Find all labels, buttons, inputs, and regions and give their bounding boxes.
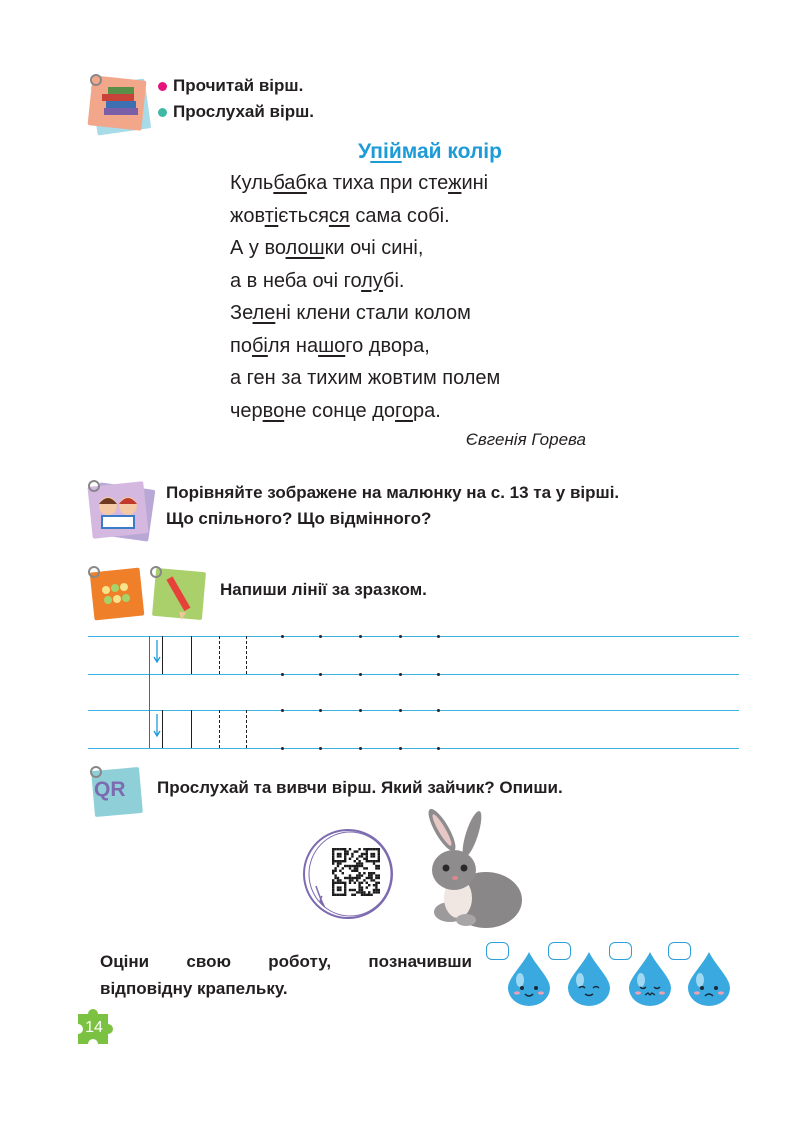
assessment-line1: Оціни свою роботу, позначивши (100, 952, 472, 971)
drop-icon[interactable] (627, 950, 673, 1006)
rabbit-icon (412, 808, 528, 932)
poem-author: Євгенія Горева (465, 430, 586, 449)
poem-line: А у волошки очі сині, (230, 237, 424, 259)
drop-icon[interactable] (506, 950, 552, 1006)
poem-title: Упіймай колір (358, 140, 502, 163)
poem-line: червоне сонце догора. (230, 399, 441, 422)
pencil-icon (148, 564, 210, 624)
poem-line: а ген за тихим жовтим полем (230, 367, 501, 389)
guide-dot (399, 709, 402, 712)
guide-dot (399, 635, 402, 638)
instruction-read: Прочитай вірш. (173, 76, 304, 95)
compare-task-line2: Що спільного? Що відмінного? (166, 509, 432, 528)
guide-dot (281, 747, 284, 750)
guide-dot (359, 709, 362, 712)
guide-dot (319, 747, 322, 750)
guide-dot (359, 673, 362, 676)
guide-dot (399, 673, 402, 676)
drop-icon[interactable] (566, 950, 612, 1006)
guide-dot (281, 709, 284, 712)
guide-dot (281, 635, 284, 638)
guide-dot (359, 747, 362, 750)
poem-line: Кульбабка тиха при стежині (230, 172, 489, 194)
instruction-listen: Прослухай вірш. (173, 102, 314, 121)
abacus-icon (86, 564, 148, 624)
qr-task-text: Прослухай та вивчи вірш. Який зайчик? Опиши. (157, 778, 563, 797)
guide-dot (437, 747, 440, 750)
guide-dot (319, 673, 322, 676)
guide-dot (399, 747, 402, 750)
compare-task-line1: Порівняйте зображене на малюнку на с. 13 та у вірші. (166, 483, 620, 502)
guide-dot (437, 709, 440, 712)
books-icon (86, 72, 154, 138)
guide-dot (319, 635, 322, 638)
guide-dot (281, 673, 284, 676)
poem-line: Зелені клени стали колом (230, 302, 471, 324)
assessment-line2: відповідну крапельку. (100, 979, 288, 998)
page-number: 14 (85, 1019, 103, 1036)
poem-line: побіля нашого двора, (230, 334, 430, 357)
kids-reading-icon (86, 478, 158, 544)
guide-dot (437, 635, 440, 638)
writing-task-text: Напиши лінії за зразком. (220, 580, 427, 599)
guide-dot (437, 673, 440, 676)
guide-dot (319, 709, 322, 712)
qr-badge-text: QR (94, 778, 126, 801)
poem-line: а в неба очі голубі. (230, 269, 405, 292)
poem-line: жовтієтьсяся сама собі. (230, 204, 450, 227)
qr-code-icon[interactable] (300, 826, 398, 922)
guide-dot (359, 635, 362, 638)
drop-icon[interactable] (686, 950, 732, 1006)
